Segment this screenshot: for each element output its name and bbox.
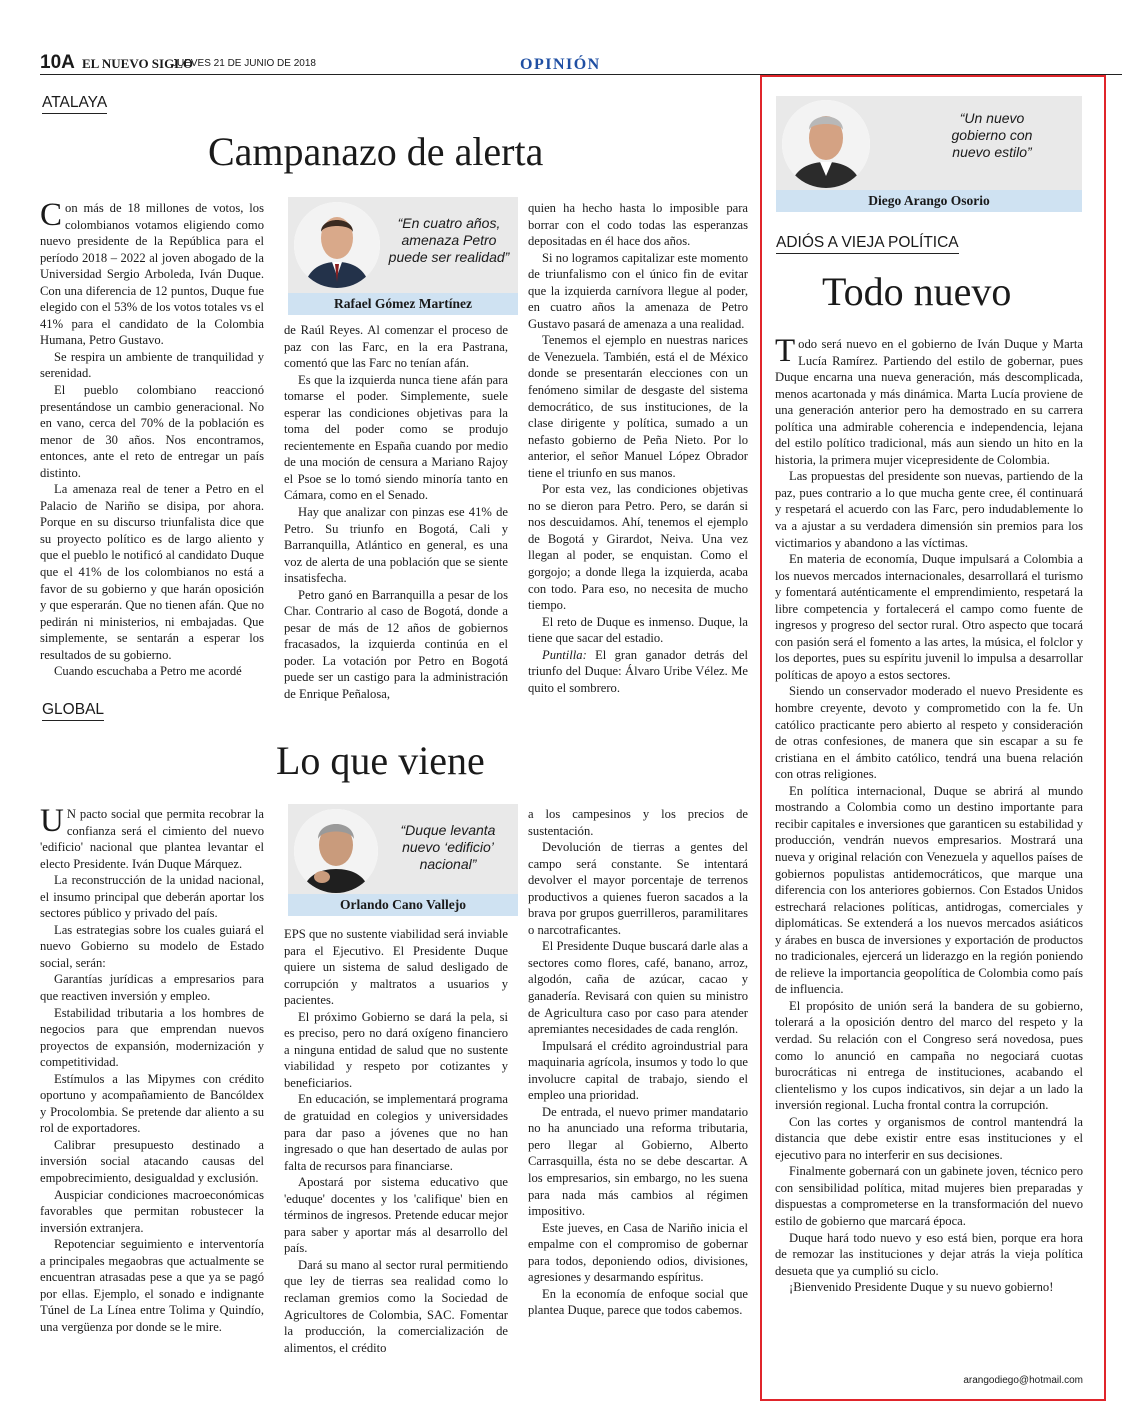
dropcap-atalaya: C [40,197,63,233]
pull-quote-gomez: “En cuatro años, amenaza Petro puede ser realidad” [388,215,510,265]
issue-date: JUEVES 21 DE JUNIO DE 2018 [172,58,316,69]
section-title: OPINIÓN [520,56,601,73]
article-lo-que-viene-col3: a los campesinos y los precios de sustentación. Devolución de tierras a gentes del campo será constante. Se intentará devolver el mayor porcentaje de terrenos productivos a quienes fueron sacados a la brava por grupos guerrilleros, paramilitares o narcotraficantes. El Presidente Duque buscará darle alas a sectores como flores, café, banano, arroz, algodón, caña de azúcar, cacao y ganadería. Revisará con quien su ministro de Agricultura caso por caso para atender apremiantes necesidades de cada renglón. Impulsará el crédito agroindustrial para maquinaria agrícola, insumos y todo lo que involucre capital de trabajo, siendo el empleo una prioridad. De entrada, el nuevo primer mandatario no ha anunciado una reforma tributaria, pero llegar al Gobierno, Alberto Carrasquilla, ésta no se debe descartar. A los empresarios, sin embargo, no les suena para nada más cambios al régimen impositivo. Este jueves, en Casa de Nariño inicia el empalme con el compromiso de gobernar para todos, deponiendo odios, divisiones, agresiones y desarmando espíritus. En la economía de enfoque social que plantea Duque, parece que todos cabemos. [528,807,748,1318]
headline-todo-nuevo: Todo nuevo [822,269,1012,314]
pull-quote-cano: “Duque levanta nuevo ‘edificio’ nacional” [400,822,496,872]
author-photo-cano [294,809,378,893]
dropcap-todo: T [775,333,796,369]
kicker-adios: ADIÓS A VIEJA POLÍTICA [776,234,959,254]
author-name-cano: Orlando Cano Vallejo [288,894,518,916]
kicker-global: GLOBAL [42,701,104,721]
kicker-atalaya: ATALAYA [42,94,107,114]
author-name-arango: Diego Arango Osorio [776,190,1082,212]
author-name-gomez: Rafael Gómez Martínez [288,293,518,315]
pull-quote-arango: “Un nuevo gobierno con nuevo estilo” [951,110,1033,160]
headline-campanazo: Campanazo de alerta [208,129,544,174]
author-photo-arango [782,100,870,188]
puntilla-label: Puntilla: [542,647,587,662]
author-email[interactable]: arangodiego@hotmail.com [963,1375,1083,1386]
author-box-gomez [288,197,518,315]
author-box-arango [776,96,1082,212]
author-box-cano [288,804,518,916]
article-lo-que-viene-col1: U N pacto social que permita recobrar la confianza será el cimiento del nuevo 'edificio' nacional que plantea levantar el electo Presidente. Iván Duque Márquez. La reconstrucción de la unidad nacional, el insumo principal que deberán aportar los sectores público y privado del país. Las estrategias sobre los cuales guiará el nuevo Gobierno su modelo de Estado social, serán: Garantías jurídicas a empresarios para que reactiven inversión y empleo. Estabilidad tributaria a los hombres de negocios para que emprendan nuevos proyectos de expansión, modernización y competitividad. Estímulos a las Mipymes con crédito oportuno y acompañamiento de Bancóldex y Procolombia. Se pretende dar aliento a su rol de exportadores. Calibrar presupuesto destinado a inversión social atacando causas del empobrecimiento, desigualdad y exclusión. Auspiciar condiciones macroeconómicas favorables que permitan robustecer la inversión extranjera. Repotenciar seguimiento e interventoría a principales megaobras que actualmente se encuentran atrasadas pese a que ya se pagó por ellas. Ejemplo, el sonado e indignante Túnel de La Línea entre Tolima y Quindío, una vergüenza por donde se le mire. [40,803,264,1334]
article-todo-nuevo: Todo será nuevo en el gobierno de Iván Duque y Marta Lucía Ramírez. Partiendo del estilo de gobernar, pues Duque encarna una nueva generación, más descomplicada, menos acartonada y más dinámica. Marta Lucía proviene de una generación anterior pero ha demostrado en su carrera política una admirable coherencia e independencia, lejana del estilo político tradicional, más aun siendo un hito en la historia, la primera mujer vicepresidente de Colombia. Las propuestas del presidente son nuevas, partiendo de la paz, pues contrario a lo que mucha gente cree, él continuará y respetará el acuerdo con las Farc, pero indudablemente lo va a ajustar a su verdadera dimensión sin premios para los victimarios y abandono a las víctimas. En materia de economía, Duque impulsará a Colombia a los nuevos mercados internacionales, desarrollará el turismo y fomentará auténticamente el emprendimiento, respetará la libre competencia y fortalecerá el campo como fuente de ingresos y progreso del sector rural. Otro aspecto que tocará con pasión será el fomento a las artes, la música, el folclor y los deportes, pues su espíritu juvenil lo impulsa a desarrollar políticas de apoyo a estos sectores. Siendo un conservador moderado el nuevo Presidente es hombre creyente, devoto y comprometido con la fe. Un católico practicante pero abierto al respeto y consideración de otras confesiones, de manera que sin escapar a su fe cristiana en el ámbito católico, tendrá una buena relación con otras religiones. En política internacional, Duque se abrirá al mundo mostrando a Colombia como un destino importante para recibir capitales e inversiones que garanticen su estabilidad y producción, vendrán nuevos empresarios. Mostrará una nueva y original relación con Venezuela y aquellos países de gobiernos populistas antidemocráticos, que marque una diferencia con los anteriores gobiernos. Con Estados Unidos estrechará relaciones políticas, antidrogas, comerciales y diplomáticas. Se extenderá a los nuevos mercados asiáticos y árabes en busca de inversiones y exportación de productos no tradicionales, ejercerá un liderazgo en la región poniendo de relieve la importancia geopolítica de Colombia como país de influencia. El propósito de unión será la bandera de su gobierno, tolerará a la oposición dentro del marco del respeto y la verdad. Su relación con el Congreso será novedosa, pues como lo anunció en campaña no negociará cuotas burocráticas ni entrega de instituciones, acabando el clientelismo y los cupos indicativos, sin dejar a un lado la inversión regional. Lucha frontal contra la corrupción. Con las cortes y organismos de control mantendrá la distancia que debe existir entre esas instituciones y el ejecutivo para no interferir en sus decisiones. Finalmente gobernará con un gabinete joven, técnico pero con sensibilidad política, mitad mujeres bien preparadas y dispuestas a comprometerse en la transformación del nuevo estilo de gobierno que marcará época. Duque hará todo nuevo y eso está bien, porque era hora de remozar las instituciones y dejar atrás la vieja política desueta que ya cumplió su ciclo. ¡Bienvenido Presidente Duque y su nuevo gobierno! [775,333,1083,1295]
page-number: 10A [40,52,75,73]
author-photo-gomez [294,202,380,288]
newspaper-name: EL NUEVO SIGLO [82,56,193,71]
article-campanazo-col1: Con más de 18 millones de votos, los colombianos votamos eligiendo como nuevo presidente de la República para el período 2018 – 2022 al joven abogado de la Universidad Sergio Arboleda, Iván Duque. Con una diferencia de 12 puntos, Duque fue elegido con el 53% de los votos totales vs el 41% para el candidato de la Colombia Humana, Petro Gustavo. Se respira un ambiente de tranquilidad y serenidad. El pueblo colombiano reaccionó presentándose un cambio generacional. No en vano, cerca del 70% de la población es menor de 30 años. Nos encontramos, entonces, ante el reto de entregar un país distinto. La amenaza real de tener a Petro en el Palacio de Nariño se disipa, por ahora. Porque en su discurso triunfalista dice que su proyecto político es de largo aliento y que el pueblo le notificó al candidato Duque que el 41% de los colombianos no está a favor de su gobierno y que harán oposición y que esperarán. Que no tienen afán. Que no pedirán ni ministerios, ni embajadas. Que simplemente, se sentarán a esperar los resultados de su gobierno. Cuando escuchaba a Petro me acordé [40,197,264,679]
article-campanazo-col2: de Raúl Reyes. Al comenzar el proceso de paz con las Farc, en la era Pastrana, comentó que las Farc no tenían afán. Es que la izquierda nunca tiene afán para tomarse el poder. Simplemente, suele esperar las condiciones objetivas para la toma del poder como se produjo recientemente en España cuando por medio de una moción de censura a Mariano Rajoy el Psoe se lo tomó siendo minoría tanto en Cámara, como en el Senado. Hay que analizar con pinzas ese 41% de Petro. Su triunfo en Bogotá, Cali y Barranquilla, Atlántico en general, es una voz de alerta de una población que se siente insatisfecha. Petro ganó en Barranquilla a pesar de los Char. Contrario al caso de Bogotá, donde a pesar de más de 12 años de gobiernos fracasados, la izquierda continúa en el poder. La votación por Petro en Bogotá puede ser un castigo para la administración de Enrique Peñalosa, [284,323,508,702]
headline-lo-que-viene: Lo que viene [276,738,485,783]
dropcap-global: U [40,803,64,839]
article-lo-que-viene-col2: EPS que no sustente viabilidad será inviable para el Ejecutivo. El Presidente Duque quiere un sistema de salud desligado de corrupción y maltratos a usuarios y pacientes. El próximo Gobierno se dará la pela, si es preciso, pero no dará oxígeno financiero a ninguna entidad de salud que no sustente viabilidad y respeto por cotizantes y beneficiarios. En educación, se implementará programa de gratuidad en colegios y universidades para dar paso a jóvenes que no han ingresado o que han desertado de aulas por falta de recursos para financiarse. Apostará por sistema educativo que 'eduque' docentes y los 'califique' bien en términos de ingresos. Pretende educar mejor para saber y aportar más al desarrollo del país. Dará su mano al sector rural permitiendo que ley de tierras sea realidad como lo reclaman gremios como la Sociedad de Agricultores de Colombia, SAC. Fomentar la producción, la comercialización de alimentos, el crédito [284,927,508,1355]
article-campanazo-col3: quien ha hecho hasta lo imposible para borrar con el codo todas las esperanzas depositadas en él hace dos años. Si no logramos capitalizar este momento de triunfalismo con el único fin de evitar que la izquierda carnívora llegue al poder, en cuatro años la amenaza de Petro Gustavo pasará de amenaza a una realidad. Tenemos el ejemplo en nuestras narices de Venezuela. También, está el de México donde se presentarán elecciones con un fenómeno similar de desgaste del sistema democrático, de sus instituciones, de la clase dirigente y política, sumado a un nefasto gobierno de Peña Nieto. Por lo anterior, el señor Manuel López Obrador tiene el triunfo en sus manos. Por esta vez, las condiciones objetivas no se dieron para Petro. Pero, se darán si nos descuidamos. Ahí, tenemos el ejemplo de Bogotá y Girardot, Neiva. Una vez llegan al poder, se enquistan. Como el gorgojo; a donde llega la izquierda, acaba con todo. Para eso, no necesita de mucho tiempo. El reto de Duque es inmenso. Duque, la tiene que sacar del estadio. Puntilla: El gran ganador detrás del triunfo del Duque: Álvaro Uribe Vélez. Me quito el sombrero. [528,201,748,695]
